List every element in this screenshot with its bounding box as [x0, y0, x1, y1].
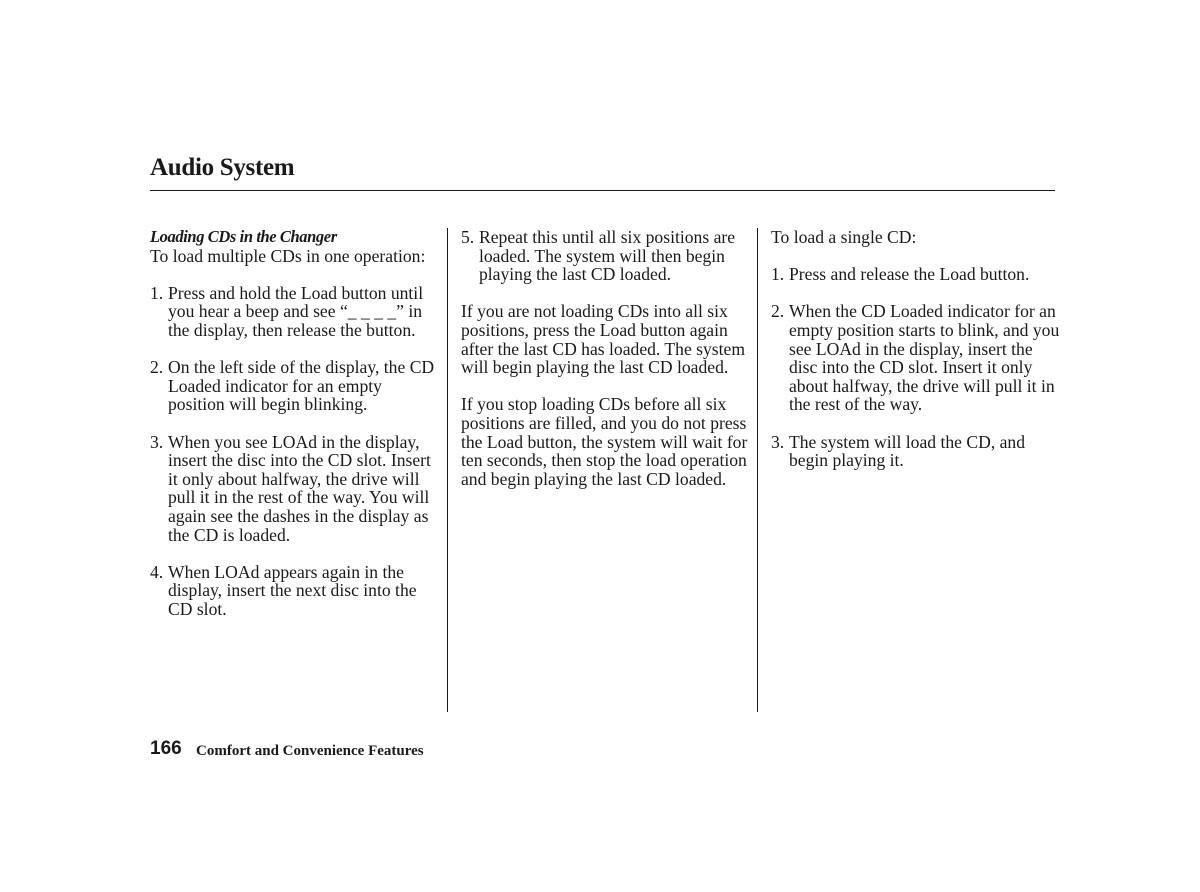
intro-text: To load a single CD:	[771, 227, 917, 247]
step-number: 1.	[771, 264, 785, 285]
step-text: When LOAd appears again in the display, insert the next disc into the CD slot.	[168, 561, 417, 619]
page-number: 166	[150, 738, 182, 759]
list-item	[150, 563, 440, 619]
list-item	[771, 265, 1061, 284]
column-2	[461, 228, 751, 488]
step-text: Repeat this until all six positions are loaded. The system will then begin playing the last CD loaded.	[479, 227, 736, 285]
step-text: On the left side of the display, the CD Loaded indicator for an empty position will begin blinking.	[168, 357, 435, 415]
step-text: The system will load the CD, and begin playing it.	[789, 431, 1026, 471]
intro-text: To load multiple CDs in one operation:	[150, 245, 426, 266]
list-item	[150, 358, 440, 414]
step-text: When the CD Loaded indicator for an empty position starts to blink, and you see LOAd in the display, insert the disc into the CD slot. Insert it only about halfway, the drive will pull it in the rest of the way.	[789, 301, 1060, 415]
section-subheading: Loading CDs in the Changer	[150, 227, 337, 246]
step-number: 3.	[771, 431, 785, 452]
step-text: When you see LOAd in the display, insert the disc into the CD slot. Insert it only about halfway, the drive will pull it in the rest of the way. You will again see the dashes in the display as the CD is loaded.	[168, 431, 431, 545]
step-number: 2.	[150, 357, 164, 378]
step-number: 5.	[461, 227, 475, 247]
column-divider	[447, 228, 448, 712]
title-divider	[150, 190, 1055, 191]
step-number: 4.	[150, 561, 164, 582]
paragraph: If you stop loading CDs before all six positions are filled, and you do not press the Load button, the system will wait for ten seconds, then stop the load operation and begin playing the last CD loaded.	[461, 394, 748, 489]
footer-section-title: Comfort and Convenience Features	[196, 743, 424, 759]
step-number: 2.	[771, 301, 785, 322]
step-text: Press and release the Load button.	[789, 264, 1030, 285]
paragraph: If you are not loading CDs into all six positions, press the Load button again after the last CD has loaded. The system will begin playing the last CD loaded.	[461, 301, 746, 378]
step-text: Press and hold the Load button until you hear a beep and see “_ _ _ _” in the display, then release the button.	[168, 282, 424, 340]
column-3	[771, 228, 1061, 470]
list-item	[150, 433, 440, 545]
list-item	[771, 433, 1061, 470]
column-1	[150, 228, 440, 618]
page-title: Audio System	[150, 154, 295, 181]
list-item	[461, 228, 751, 284]
list-item	[771, 302, 1061, 414]
list-item	[150, 284, 440, 340]
column-divider	[757, 228, 758, 712]
step-number: 3.	[150, 431, 164, 452]
step-number: 1.	[150, 282, 164, 303]
